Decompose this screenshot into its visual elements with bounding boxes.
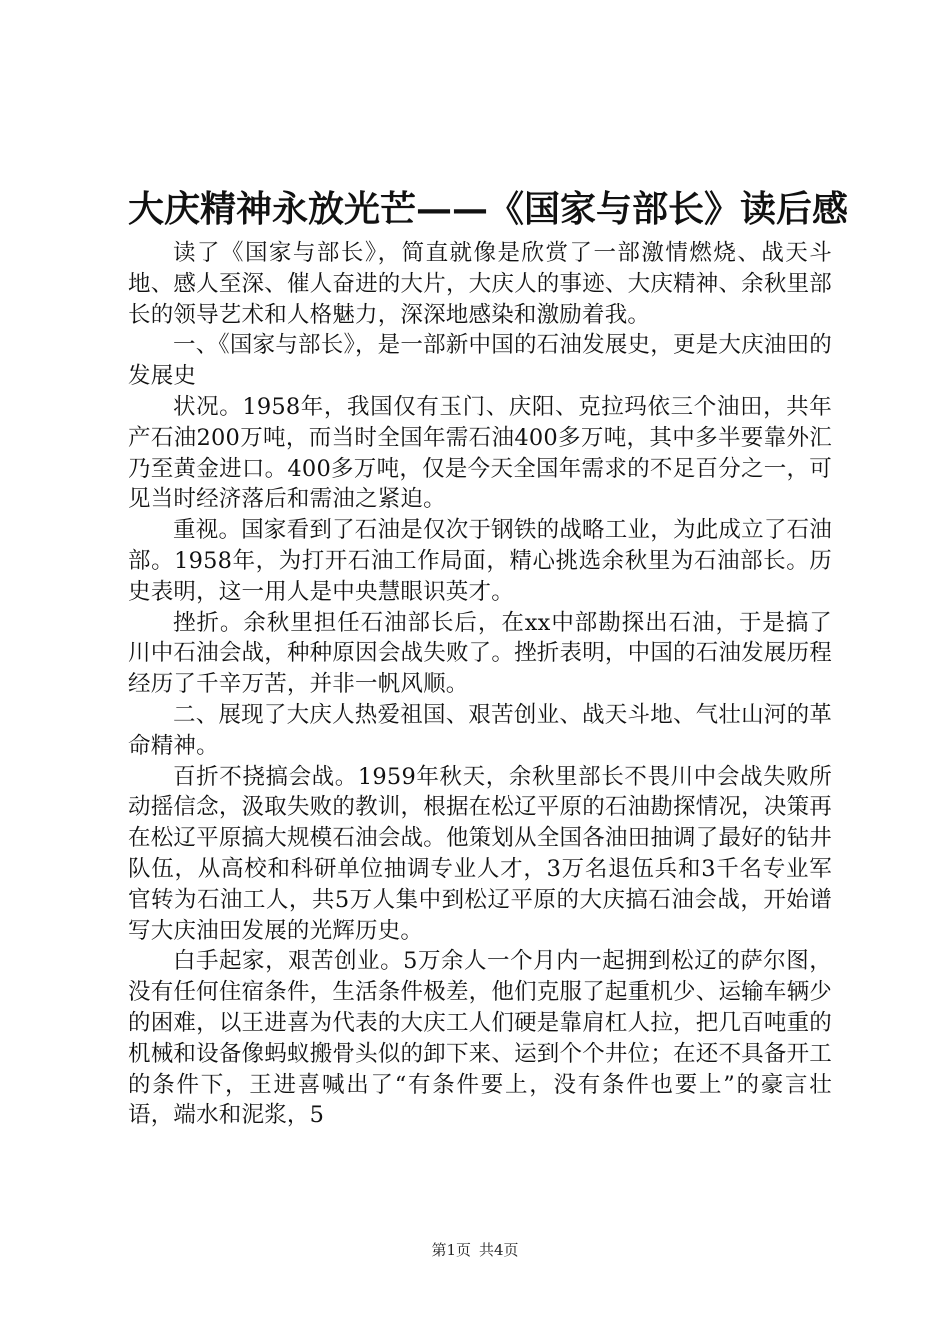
paragraph: 挫折。余秋里担任石油部长后，在xx中部勘探出石油，于是搞了川中石油会战，种种原因会战失败了。挫折表明，中国的石油发展历程经历了千辛万苦，并非一帆风顺。 (128, 609, 832, 698)
page-number: 第1页 (431, 1241, 471, 1259)
paragraph: 百折不挠搞会战。1959年秋天，余秋里部长不畏川中会战失败所动摇信念，汲取失败的教训，根据在松辽平原的石油勘探情况，决策再在松辽平原搞大规模石油会战。他策划从全国各油田抽调了最好的钻井队伍，从高校和科研单位抽调专业人才，3万名退伍兵和3千名专业军官转为石油工人，共5万人集中到松辽平原的大庆搞石油会战，开始谱写大庆油田发展的光辉历史。 (128, 763, 832, 944)
paragraph: 读了《国家与部长》，简直就像是欣赏了一部激情燃烧、战天斗地、感人至深、催人奋进的大片，大庆人的事迹、大庆精神、余秋里部长的领导艺术和人格魅力，深深地感染和激励着我。 (128, 240, 832, 328)
paragraph: 状况。1958年，我国仅有玉门、庆阳、克拉玛依三个油田，共年产石油200万吨，而当时全国年需石油400多万吨，其中多半要靠外汇乃至黄金进口。400多万吨，仅是今天全国年需求的不足百分之一，可见当时经济落后和需油之紧迫。 (128, 393, 832, 513)
paragraph: 一、《国家与部长》，是一部新中国的石油发展史，更是大庆油田的发展史 (128, 332, 832, 390)
page-footer (0, 1240, 950, 1260)
document-title: 大庆精神永放光芒——《国家与部长》读后感 (128, 188, 849, 230)
page-total: 共4页 (479, 1241, 519, 1259)
paragraph: 白手起家，艰苦创业。5万余人一个月内一起拥到松辽的萨尔图，没有任何住宿条件，生活条件极差，他们克服了起重机少、运输车辆少的困难，以王进喜为代表的大庆工人们硬是靠肩杠人拉，把几百吨重的机械和设备像蚂蚁搬骨头似的卸下来、运到个个井位；在还不具备开工的条件下，王进喜喊出了“有条件要上，没有条件也要上”的豪言壮语，端水和泥浆，5 (128, 948, 832, 1129)
paragraph: 二、展现了大庆人热爱祖国、艰苦创业、战天斗地、气壮山河的革命精神。 (128, 701, 832, 759)
paragraph: 重视。国家看到了石油是仅次于钢铁的战略工业，为此成立了石油部。1958年，为打开石油工作局面，精心挑选余秋里为石油部长。历史表明，这一用人是中央慧眼识英才。 (128, 517, 832, 605)
document-body (128, 238, 832, 1131)
